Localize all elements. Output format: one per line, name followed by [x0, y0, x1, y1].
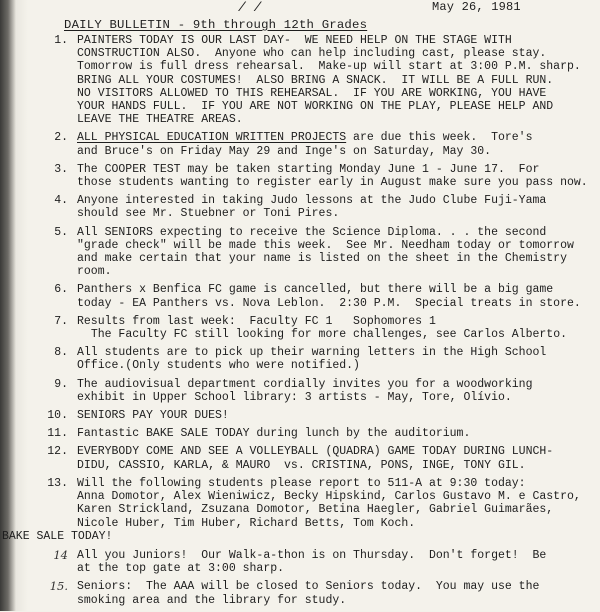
item-text: Fantastic BAKE SALE TODAY during lunch by the auditorium. [77, 427, 471, 441]
item-number: 8. [54, 346, 68, 360]
item-number: 1. [54, 34, 68, 47]
item-text: All you Juniors! Our Walk-a-thon is on Thursday. Don't forget! Be at the top gate at 3:00 sharp. [77, 548, 547, 576]
item-number-handwritten: 15. [49, 579, 68, 594]
item-text: Will the following students please report to 511-A at 9:30 today: Anna Domotor, Alex Wieniwicz, Becky Hipskind, Carlos Gustavo M. e Castro, Karen Strickland, Zsuzana Domotor, Betina Haegler, Gabriel Guimarães, Nicole Huber, Tim Huber, Richard Betts, Tom Koch. [77, 476, 581, 530]
bulletin-item-14 [40, 549, 598, 575]
item-text: All SENIORS expecting to receive the Science Diploma. . . the second "grade check" will be made this week. See Mr. Needham today or tomorrow and make certain that your name is listed on the sheet in the Chemistry room. [77, 225, 574, 279]
bulletin-item-7 [40, 315, 598, 341]
bulletin-item-3 [40, 163, 598, 189]
item-underlined-text: ALL PHYSICAL EDUCATION WRITTEN PROJECTS [77, 131, 347, 145]
bulletin-item-10 [40, 409, 598, 422]
item-number: 10. [47, 409, 68, 423]
item-text [77, 131, 598, 157]
bulletin-item-4 [40, 194, 598, 220]
item-text: Panthers x Benfica FC game is cancelled, but there will be a big game today - EA Panthers vs. Nova Leblon. 2:30 P.M. Special treats in store. [77, 283, 581, 310]
item-number: 4. [54, 194, 68, 208]
item-text: SENIORS PAY YOUR DUES! [77, 409, 229, 423]
header-mark: / / [238, 0, 262, 15]
bulletin-item-2 [40, 131, 598, 157]
item-number: 3. [54, 162, 68, 176]
bulletin-item-12 [40, 445, 598, 471]
item-number: 6. [54, 283, 68, 297]
item-number: 11. [47, 427, 68, 441]
item-number: 2. [54, 131, 68, 145]
item-number: 13. [47, 476, 68, 490]
item-number: 9. [54, 377, 68, 391]
bulletin-title: DAILY BULLETIN - 9th through 12th Grades [64, 18, 368, 32]
bulletin-item-5 [40, 226, 598, 279]
item-text: Results from last week: Faculty FC 1 Sophomores 1 The Faculty FC still looking for more challenges, see Carlos Alberto. [77, 314, 567, 342]
item-text: Seniors: The AAA will be closed to Seniors today. You may use the smoking area and the library for study. [77, 580, 540, 607]
item-number-handwritten: 14 [53, 547, 68, 562]
bulletin-item-11 [40, 427, 598, 440]
item-rest-text: are due this week. Tore's and Bruce's on Friday May 29 and Inge's on Saturday, May 30. [77, 131, 533, 158]
bulletin-item-6 [40, 283, 598, 309]
bulletin-item-8 [40, 346, 598, 372]
bulletin-item-15 [40, 580, 598, 606]
item-text: The COOPER TEST may be taken starting Monday June 1 - June 17. For those students wanting to register early in August make sure you pass now. [77, 162, 588, 190]
item-text: The audiovisual department cordially invites you for a woodworking exhibit in Upper School library: 3 artists - May, Tore, Olívio. [77, 377, 533, 404]
item-number: 5. [54, 225, 68, 239]
bulletin-item-9 [40, 378, 598, 404]
bake-sale-notice: BAKE SALE TODAY! [2, 529, 113, 543]
item-text: Anyone interested in taking Judo lessons at the Judo Clube Fuji-Yama should see Mr. Stuebner or Toni Pires. [77, 194, 547, 221]
item-text: EVERYBODY COME AND SEE A VOLLEYBALL (QUADRA) GAME TODAY DURING LUNCH- DIDU, CASSIO, KARLA, & MAURO vs. CRISTINA, PONS, INGE, TONY GIL. [77, 445, 554, 472]
bulletin-date: May 26, 1981 [432, 0, 521, 14]
bulletin-items [2, 34, 598, 612]
item-number: 12. [47, 445, 68, 459]
item-text: PAINTERS TODAY IS OUR LAST DAY- WE NEED HELP ON THE STAGE WITH CONSTRUCTION ALSO. Anyone who can help including cast, please stay. Tomorrow is full dress rehearsal. Make-up will start at 3:00 P.M. sharp. BRING ALL YOUR COSTUMES! ALSO BRING A SNACK. IT WILL BE A FULL RUN. NO VISITORS ALLOWED TO THIS REHEARSAL. IF YOU ARE WORKING, YOU HAVE YOUR HANDS FULL. IF YOU ARE NOT WORKING ON THE PLAY, PLEASE HELP AND LEAVE THE THEATRE AREAS. [77, 34, 581, 127]
bulletin-item-1 [40, 34, 598, 126]
bulletin-item-13 [40, 477, 598, 530]
item-text: All students are to pick up their warning letters in the High School Office.(Only students who were notified.) [77, 346, 547, 373]
item-number: 7. [54, 314, 68, 328]
